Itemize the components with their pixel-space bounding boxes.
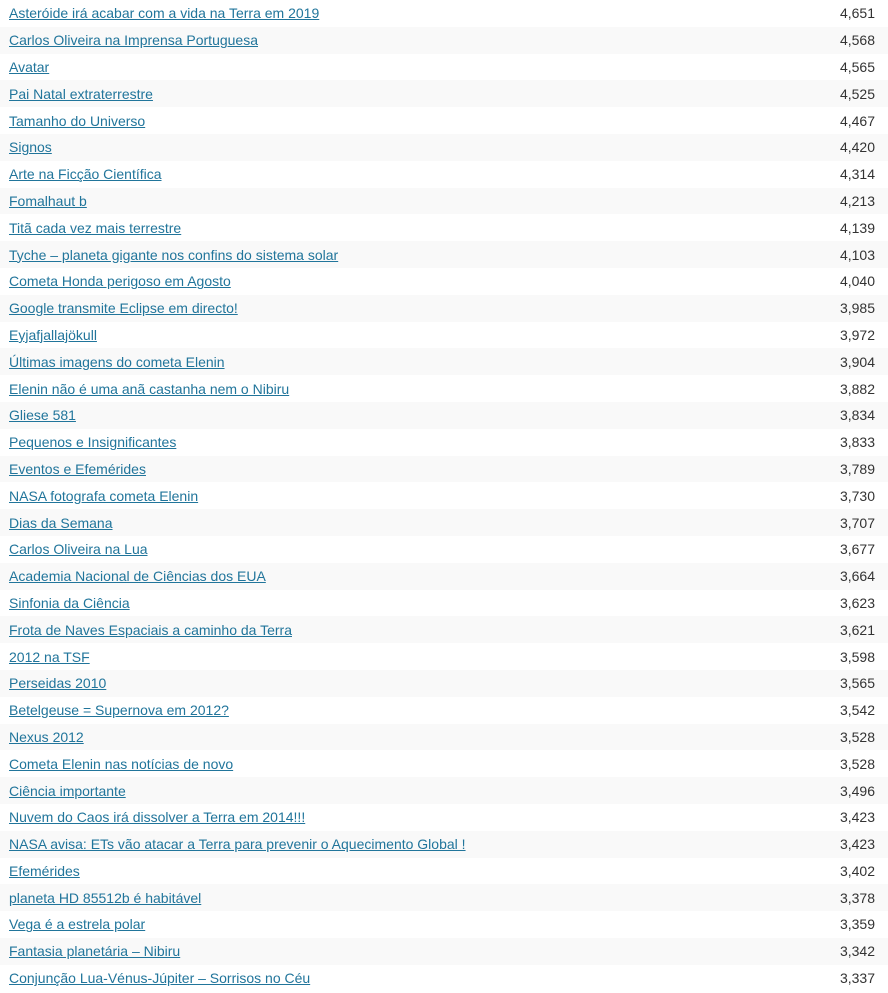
post-title-link[interactable]: Tamanho do Universo: [9, 112, 146, 129]
post-views-count: 3,496: [839, 782, 875, 799]
post-views-count: 4,213: [839, 192, 875, 209]
post-title-cell: [0, 697, 715, 724]
post-title-link[interactable]: Carlos Oliveira na Lua: [9, 541, 148, 558]
post-views-count: 4,314: [839, 166, 875, 183]
post-views-count: 3,402: [839, 862, 875, 879]
post-title-cell: [0, 161, 715, 188]
post-title-link[interactable]: Pequenos e Insignificantes: [9, 434, 177, 451]
table-row: [0, 322, 888, 349]
post-title-link[interactable]: Eyjafjallajökull: [9, 326, 97, 343]
post-title-link[interactable]: Avatar: [9, 58, 50, 75]
post-title-cell: [0, 322, 715, 349]
post-title-cell: [0, 804, 715, 831]
post-title-cell: [0, 54, 715, 81]
table-row: [0, 188, 888, 215]
post-views-count: 3,337: [839, 970, 875, 987]
post-title-cell: [0, 27, 715, 54]
post-title-link[interactable]: Frota de Naves Espaciais a caminho da Terra: [9, 621, 292, 638]
post-views-count: 4,565: [839, 58, 875, 75]
post-title-cell: [0, 911, 715, 938]
post-title-link[interactable]: Arte na Ficção Científica: [9, 166, 162, 183]
post-views-count: 3,904: [839, 353, 875, 370]
post-title-cell: [0, 858, 715, 885]
table-row: [0, 295, 888, 322]
post-views-count: 3,423: [839, 809, 875, 826]
table-row: [0, 884, 888, 911]
table-row: [0, 804, 888, 831]
post-views-count: 3,623: [839, 594, 875, 611]
post-title-cell: [0, 295, 715, 322]
post-title-link[interactable]: Nuvem do Caos irá dissolver a Terra em 2014!!!: [9, 809, 306, 826]
post-title-cell: [0, 831, 715, 858]
post-views-count: 4,103: [839, 246, 875, 263]
post-views-count: 3,528: [839, 755, 875, 772]
post-views-count: 3,378: [839, 889, 875, 906]
post-title-cell: [0, 616, 715, 643]
post-title-cell: [0, 0, 715, 27]
post-views-count: 3,598: [839, 648, 875, 665]
post-views-count: 4,139: [839, 219, 875, 236]
post-views-count: 4,040: [839, 273, 875, 290]
post-title-link[interactable]: Cometa Elenin nas notícias de novo: [9, 755, 234, 772]
post-title-link[interactable]: Pai Natal extraterrestre: [9, 85, 153, 102]
post-title-link[interactable]: Ciência importante: [9, 782, 126, 799]
post-title-link[interactable]: Cometa Honda perigoso em Agosto: [9, 273, 231, 290]
post-title-cell: [0, 509, 715, 536]
post-title-link[interactable]: NASA avisa: ETs vão atacar a Terra para prevenir o Aquecimento Global !: [9, 836, 466, 853]
post-title-link[interactable]: Últimas imagens do cometa Elenin: [9, 353, 225, 370]
post-views-count: 3,565: [839, 675, 875, 692]
post-title-link[interactable]: Dias da Semana: [9, 514, 113, 531]
post-views-count: 3,730: [839, 487, 875, 504]
post-title-link[interactable]: Carlos Oliveira na Imprensa Portuguesa: [9, 32, 259, 49]
post-title-link[interactable]: 2012 na TSF: [9, 648, 90, 665]
post-views-count: 3,664: [839, 568, 875, 585]
post-views-count: 4,651: [839, 5, 875, 22]
post-views-count: 3,423: [839, 836, 875, 853]
table-row: [0, 268, 888, 295]
post-views-count: 4,525: [839, 85, 875, 102]
table-row: [0, 911, 888, 938]
post-views-count: 4,467: [839, 112, 875, 129]
post-views-count: 3,707: [839, 514, 875, 531]
post-title-link[interactable]: Betelgeuse = Supernova em 2012?: [9, 702, 229, 719]
table-row: [0, 456, 888, 483]
post-views-count: 3,621: [839, 621, 875, 638]
table-row: [0, 697, 888, 724]
post-title-link[interactable]: Titã cada vez mais terrestre: [9, 219, 182, 236]
post-title-cell: [0, 456, 715, 483]
post-title-link[interactable]: Tyche – planeta gigante nos confins do sistema solar: [9, 246, 339, 263]
post-title-cell: [0, 938, 715, 965]
post-views-count: 3,342: [839, 943, 875, 960]
post-title-link[interactable]: Nexus 2012: [9, 728, 84, 745]
table-row: [0, 858, 888, 885]
table-row: [0, 54, 888, 81]
table-row: [0, 831, 888, 858]
table-row: [0, 724, 888, 751]
post-title-link[interactable]: Perseidas 2010: [9, 675, 107, 692]
table-row: [0, 536, 888, 563]
post-title-cell: [0, 884, 715, 911]
post-views-count: 4,568: [839, 32, 875, 49]
post-title-link[interactable]: Conjunção Lua-Vénus-Júpiter – Sorrisos no Céu: [9, 970, 311, 987]
table-row: [0, 161, 888, 188]
table-row: [0, 348, 888, 375]
table-row: [0, 27, 888, 54]
post-title-link[interactable]: Gliese 581: [9, 407, 76, 424]
post-views-count: 3,789: [839, 460, 875, 477]
table-row: [0, 563, 888, 590]
post-title-cell: [0, 724, 715, 751]
post-title-cell: [0, 134, 715, 161]
table-row: [0, 80, 888, 107]
post-views-count: 3,359: [839, 916, 875, 933]
post-title-link[interactable]: Fomalhaut b: [9, 192, 87, 209]
table-row: [0, 616, 888, 643]
post-title-cell: [0, 777, 715, 804]
post-title-link[interactable]: Signos: [9, 139, 52, 156]
post-title-cell: [0, 188, 715, 215]
post-views-count: 3,677: [839, 541, 875, 558]
table-row: [0, 509, 888, 536]
table-row: [0, 482, 888, 509]
post-title-cell: [0, 348, 715, 375]
post-title-cell: [0, 402, 715, 429]
table-row: [0, 590, 888, 617]
table-row: [0, 670, 888, 697]
post-title-cell: [0, 375, 715, 402]
post-title-cell: [0, 750, 715, 777]
table-row: [0, 938, 888, 965]
table-row: [0, 107, 888, 134]
post-title-cell: [0, 670, 715, 697]
post-title-link[interactable]: Google transmite Eclipse em directo!: [9, 300, 238, 317]
post-views-count: 3,972: [839, 326, 875, 343]
post-title-link[interactable]: Elenin não é uma anã castanha nem o Nibiru: [9, 380, 290, 397]
post-title-link[interactable]: planeta HD 85512b é habitável: [9, 889, 202, 906]
table-row: [0, 750, 888, 777]
post-title-link[interactable]: Sinfonia da Ciência: [9, 594, 130, 611]
post-views-count: 3,833: [839, 434, 875, 451]
table-row: [0, 134, 888, 161]
post-title-cell: [0, 563, 715, 590]
post-title-cell: [0, 482, 715, 509]
post-title-cell: [0, 965, 715, 992]
post-title-link[interactable]: Eventos e Efemérides: [9, 460, 146, 477]
post-views-count: 3,882: [839, 380, 875, 397]
post-title-cell: [0, 241, 715, 268]
post-title-cell: [0, 214, 715, 241]
table-row: [0, 214, 888, 241]
table-row: [0, 429, 888, 456]
post-title-link[interactable]: Asteróide irá acabar com a vida na Terra em 2019: [9, 5, 320, 22]
table-row: [0, 0, 888, 27]
post-title-cell: [0, 268, 715, 295]
post-title-link[interactable]: Efemérides: [9, 862, 80, 879]
post-title-cell: [0, 643, 715, 670]
post-title-cell: [0, 590, 715, 617]
post-title-cell: [0, 429, 715, 456]
post-title-link[interactable]: Fantasia planetária – Nibiru: [9, 943, 181, 960]
post-title-cell: [0, 536, 715, 563]
post-views-count: 3,985: [839, 300, 875, 317]
post-title-link[interactable]: Academia Nacional de Ciências dos EUA: [9, 568, 266, 585]
post-title-cell: [0, 80, 715, 107]
post-title-link[interactable]: Vega é a estrela polar: [9, 916, 146, 933]
table-row: [0, 241, 888, 268]
post-title-cell: [0, 107, 715, 134]
table-row: [0, 402, 888, 429]
post-views-count: 4,420: [839, 139, 875, 156]
post-views-count: 3,528: [839, 728, 875, 745]
table-row: [0, 777, 888, 804]
post-views-count: 3,834: [839, 407, 875, 424]
table-row: [0, 643, 888, 670]
table-row: [0, 375, 888, 402]
post-views-count: 3,542: [839, 702, 875, 719]
post-title-link[interactable]: NASA fotografa cometa Elenin: [9, 487, 199, 504]
table-row: [0, 965, 888, 992]
